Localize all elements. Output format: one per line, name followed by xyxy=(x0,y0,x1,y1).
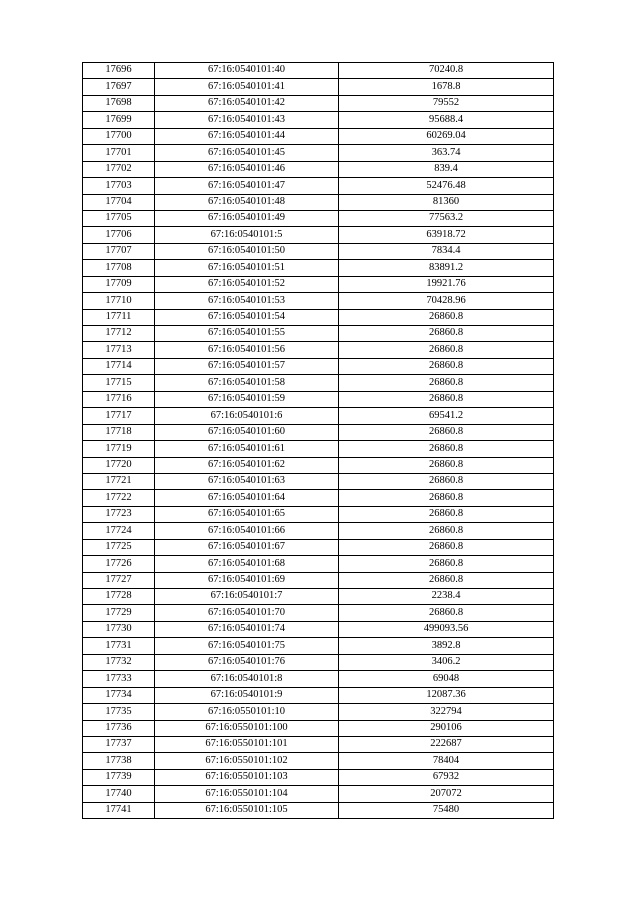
table-row xyxy=(83,523,554,539)
row-number-cell: 17720 xyxy=(83,457,155,473)
cadastral-number-cell: 67:16:0540101:9 xyxy=(155,687,339,703)
table-row xyxy=(83,424,554,440)
table-row xyxy=(83,736,554,752)
table-row xyxy=(83,687,554,703)
row-number-cell: 17730 xyxy=(83,621,155,637)
cadastral-number-cell: 67:16:0540101:67 xyxy=(155,539,339,555)
cadastral-number-cell: 67:16:0540101:66 xyxy=(155,523,339,539)
value-cell: 70428.96 xyxy=(339,293,554,309)
table-row xyxy=(83,654,554,670)
cadastral-number-cell: 67:16:0550101:102 xyxy=(155,753,339,769)
row-number-cell: 17696 xyxy=(83,63,155,79)
table-row xyxy=(83,769,554,785)
row-number-cell: 17734 xyxy=(83,687,155,703)
row-number-cell: 17728 xyxy=(83,589,155,605)
cadastral-number-cell: 67:16:0540101:42 xyxy=(155,95,339,111)
value-cell: 12087.36 xyxy=(339,687,554,703)
value-cell: 3406.2 xyxy=(339,654,554,670)
cadastral-number-cell: 67:16:0540101:54 xyxy=(155,309,339,325)
table-row xyxy=(83,375,554,391)
row-number-cell: 17698 xyxy=(83,95,155,111)
row-number-cell: 17702 xyxy=(83,161,155,177)
cadastral-number-cell: 67:16:0540101:7 xyxy=(155,589,339,605)
cadastral-number-cell: 67:16:0540101:56 xyxy=(155,342,339,358)
row-number-cell: 17703 xyxy=(83,178,155,194)
row-number-cell: 17722 xyxy=(83,490,155,506)
row-number-cell: 17707 xyxy=(83,243,155,259)
cadastral-number-cell: 67:16:0540101:53 xyxy=(155,293,339,309)
value-cell: 26860.8 xyxy=(339,375,554,391)
table-row xyxy=(83,621,554,637)
cadastral-number-cell: 67:16:0540101:45 xyxy=(155,145,339,161)
row-number-cell: 17721 xyxy=(83,473,155,489)
row-number-cell: 17711 xyxy=(83,309,155,325)
table-row xyxy=(83,326,554,342)
row-number-cell: 17704 xyxy=(83,194,155,210)
value-cell: 26860.8 xyxy=(339,424,554,440)
value-cell: 26860.8 xyxy=(339,506,554,522)
table-row xyxy=(83,441,554,457)
row-number-cell: 17733 xyxy=(83,671,155,687)
value-cell: 26860.8 xyxy=(339,572,554,588)
table-row xyxy=(83,178,554,194)
table-row xyxy=(83,786,554,802)
value-cell: 81360 xyxy=(339,194,554,210)
table-row xyxy=(83,704,554,720)
cadastral-value-table xyxy=(82,62,554,819)
value-cell: 26860.8 xyxy=(339,490,554,506)
table-row xyxy=(83,145,554,161)
cadastral-number-cell: 67:16:0540101:5 xyxy=(155,227,339,243)
cadastral-number-cell: 67:16:0540101:65 xyxy=(155,506,339,522)
cadastral-number-cell: 67:16:0550101:10 xyxy=(155,704,339,720)
table-row xyxy=(83,720,554,736)
cadastral-number-cell: 67:16:0540101:51 xyxy=(155,260,339,276)
row-number-cell: 17713 xyxy=(83,342,155,358)
row-number-cell: 17729 xyxy=(83,605,155,621)
cadastral-number-cell: 67:16:0540101:49 xyxy=(155,210,339,226)
row-number-cell: 17715 xyxy=(83,375,155,391)
cadastral-number-cell: 67:16:0550101:104 xyxy=(155,786,339,802)
value-cell: 26860.8 xyxy=(339,539,554,555)
row-number-cell: 17700 xyxy=(83,128,155,144)
table-row xyxy=(83,556,554,572)
value-cell: 499093.56 xyxy=(339,621,554,637)
table-row xyxy=(83,358,554,374)
table-row xyxy=(83,309,554,325)
table-row xyxy=(83,161,554,177)
cadastral-number-cell: 67:16:0540101:52 xyxy=(155,276,339,292)
row-number-cell: 17716 xyxy=(83,391,155,407)
value-cell: 839.4 xyxy=(339,161,554,177)
table-row xyxy=(83,112,554,128)
cadastral-number-cell: 67:16:0550101:103 xyxy=(155,769,339,785)
table-row xyxy=(83,753,554,769)
cadastral-number-cell: 67:16:0540101:74 xyxy=(155,621,339,637)
row-number-cell: 17705 xyxy=(83,210,155,226)
value-cell: 26860.8 xyxy=(339,605,554,621)
cadastral-number-cell: 67:16:0540101:43 xyxy=(155,112,339,128)
value-cell: 7834.4 xyxy=(339,243,554,259)
cadastral-number-cell: 67:16:0540101:41 xyxy=(155,79,339,95)
value-cell: 69048 xyxy=(339,671,554,687)
table-row xyxy=(83,408,554,424)
table-row xyxy=(83,490,554,506)
value-cell: 83891.2 xyxy=(339,260,554,276)
cadastral-number-cell: 67:16:0540101:58 xyxy=(155,375,339,391)
value-cell: 63918.72 xyxy=(339,227,554,243)
row-number-cell: 17736 xyxy=(83,720,155,736)
row-number-cell: 17709 xyxy=(83,276,155,292)
cadastral-number-cell: 67:16:0540101:60 xyxy=(155,424,339,440)
value-cell: 26860.8 xyxy=(339,556,554,572)
value-cell: 26860.8 xyxy=(339,358,554,374)
row-number-cell: 17718 xyxy=(83,424,155,440)
row-number-cell: 17740 xyxy=(83,786,155,802)
value-cell: 26860.8 xyxy=(339,473,554,489)
table-row xyxy=(83,227,554,243)
value-cell: 77563.2 xyxy=(339,210,554,226)
value-cell: 290106 xyxy=(339,720,554,736)
row-number-cell: 17723 xyxy=(83,506,155,522)
value-cell: 95688.4 xyxy=(339,112,554,128)
value-cell: 26860.8 xyxy=(339,523,554,539)
row-number-cell: 17697 xyxy=(83,79,155,95)
value-cell: 26860.8 xyxy=(339,441,554,457)
cadastral-number-cell: 67:16:0540101:44 xyxy=(155,128,339,144)
table-row xyxy=(83,95,554,111)
table-row xyxy=(83,605,554,621)
row-number-cell: 17741 xyxy=(83,802,155,818)
table-row xyxy=(83,128,554,144)
row-number-cell: 17738 xyxy=(83,753,155,769)
row-number-cell: 17714 xyxy=(83,358,155,374)
table-row xyxy=(83,194,554,210)
cadastral-number-cell: 67:16:0540101:64 xyxy=(155,490,339,506)
row-number-cell: 17732 xyxy=(83,654,155,670)
table-row xyxy=(83,671,554,687)
cadastral-number-cell: 67:16:0540101:50 xyxy=(155,243,339,259)
value-cell: 2238.4 xyxy=(339,589,554,605)
table-row xyxy=(83,506,554,522)
row-number-cell: 17708 xyxy=(83,260,155,276)
value-cell: 26860.8 xyxy=(339,326,554,342)
value-cell: 79552 xyxy=(339,95,554,111)
value-cell: 60269.04 xyxy=(339,128,554,144)
value-cell: 52476.48 xyxy=(339,178,554,194)
cadastral-number-cell: 67:16:0540101:47 xyxy=(155,178,339,194)
value-cell: 19921.76 xyxy=(339,276,554,292)
cadastral-number-cell: 67:16:0540101:69 xyxy=(155,572,339,588)
table-row xyxy=(83,473,554,489)
table-row xyxy=(83,210,554,226)
row-number-cell: 17739 xyxy=(83,769,155,785)
row-number-cell: 17726 xyxy=(83,556,155,572)
row-number-cell: 17731 xyxy=(83,638,155,654)
table-row xyxy=(83,243,554,259)
row-number-cell: 17737 xyxy=(83,736,155,752)
table-body xyxy=(83,63,554,819)
row-number-cell: 17712 xyxy=(83,326,155,342)
value-cell: 69541.2 xyxy=(339,408,554,424)
value-cell: 207072 xyxy=(339,786,554,802)
table-row xyxy=(83,79,554,95)
cadastral-number-cell: 67:16:0540101:6 xyxy=(155,408,339,424)
value-cell: 26860.8 xyxy=(339,342,554,358)
value-cell: 78404 xyxy=(339,753,554,769)
cadastral-number-cell: 67:16:0540101:61 xyxy=(155,441,339,457)
table-row xyxy=(83,802,554,818)
cadastral-number-cell: 67:16:0540101:68 xyxy=(155,556,339,572)
cadastral-number-cell: 67:16:0550101:101 xyxy=(155,736,339,752)
table-row xyxy=(83,260,554,276)
row-number-cell: 17699 xyxy=(83,112,155,128)
value-cell: 70240.8 xyxy=(339,63,554,79)
value-cell: 26860.8 xyxy=(339,391,554,407)
cadastral-number-cell: 67:16:0550101:100 xyxy=(155,720,339,736)
table-row xyxy=(83,638,554,654)
row-number-cell: 17717 xyxy=(83,408,155,424)
value-cell: 363.74 xyxy=(339,145,554,161)
value-cell: 26860.8 xyxy=(339,309,554,325)
value-cell: 26860.8 xyxy=(339,457,554,473)
value-cell: 67932 xyxy=(339,769,554,785)
table-row xyxy=(83,457,554,473)
cadastral-number-cell: 67:16:0540101:40 xyxy=(155,63,339,79)
cadastral-number-cell: 67:16:0540101:75 xyxy=(155,638,339,654)
row-number-cell: 17710 xyxy=(83,293,155,309)
table-row xyxy=(83,539,554,555)
row-number-cell: 17727 xyxy=(83,572,155,588)
value-cell: 322794 xyxy=(339,704,554,720)
table-row xyxy=(83,572,554,588)
table-row xyxy=(83,276,554,292)
cadastral-number-cell: 67:16:0540101:46 xyxy=(155,161,339,177)
table-row xyxy=(83,342,554,358)
row-number-cell: 17701 xyxy=(83,145,155,161)
row-number-cell: 17719 xyxy=(83,441,155,457)
cadastral-number-cell: 67:16:0540101:70 xyxy=(155,605,339,621)
table-row xyxy=(83,391,554,407)
value-cell: 3892.8 xyxy=(339,638,554,654)
row-number-cell: 17735 xyxy=(83,704,155,720)
value-cell: 222687 xyxy=(339,736,554,752)
row-number-cell: 17724 xyxy=(83,523,155,539)
row-number-cell: 17725 xyxy=(83,539,155,555)
cadastral-number-cell: 67:16:0540101:63 xyxy=(155,473,339,489)
cadastral-number-cell: 67:16:0550101:105 xyxy=(155,802,339,818)
cadastral-number-cell: 67:16:0540101:59 xyxy=(155,391,339,407)
cadastral-number-cell: 67:16:0540101:76 xyxy=(155,654,339,670)
row-number-cell: 17706 xyxy=(83,227,155,243)
cadastral-number-cell: 67:16:0540101:57 xyxy=(155,358,339,374)
cadastral-number-cell: 67:16:0540101:8 xyxy=(155,671,339,687)
value-cell: 75480 xyxy=(339,802,554,818)
value-cell: 1678.8 xyxy=(339,79,554,95)
cadastral-number-cell: 67:16:0540101:62 xyxy=(155,457,339,473)
table-row xyxy=(83,293,554,309)
table-row xyxy=(83,589,554,605)
cadastral-number-cell: 67:16:0540101:48 xyxy=(155,194,339,210)
table-row xyxy=(83,63,554,79)
cadastral-number-cell: 67:16:0540101:55 xyxy=(155,326,339,342)
